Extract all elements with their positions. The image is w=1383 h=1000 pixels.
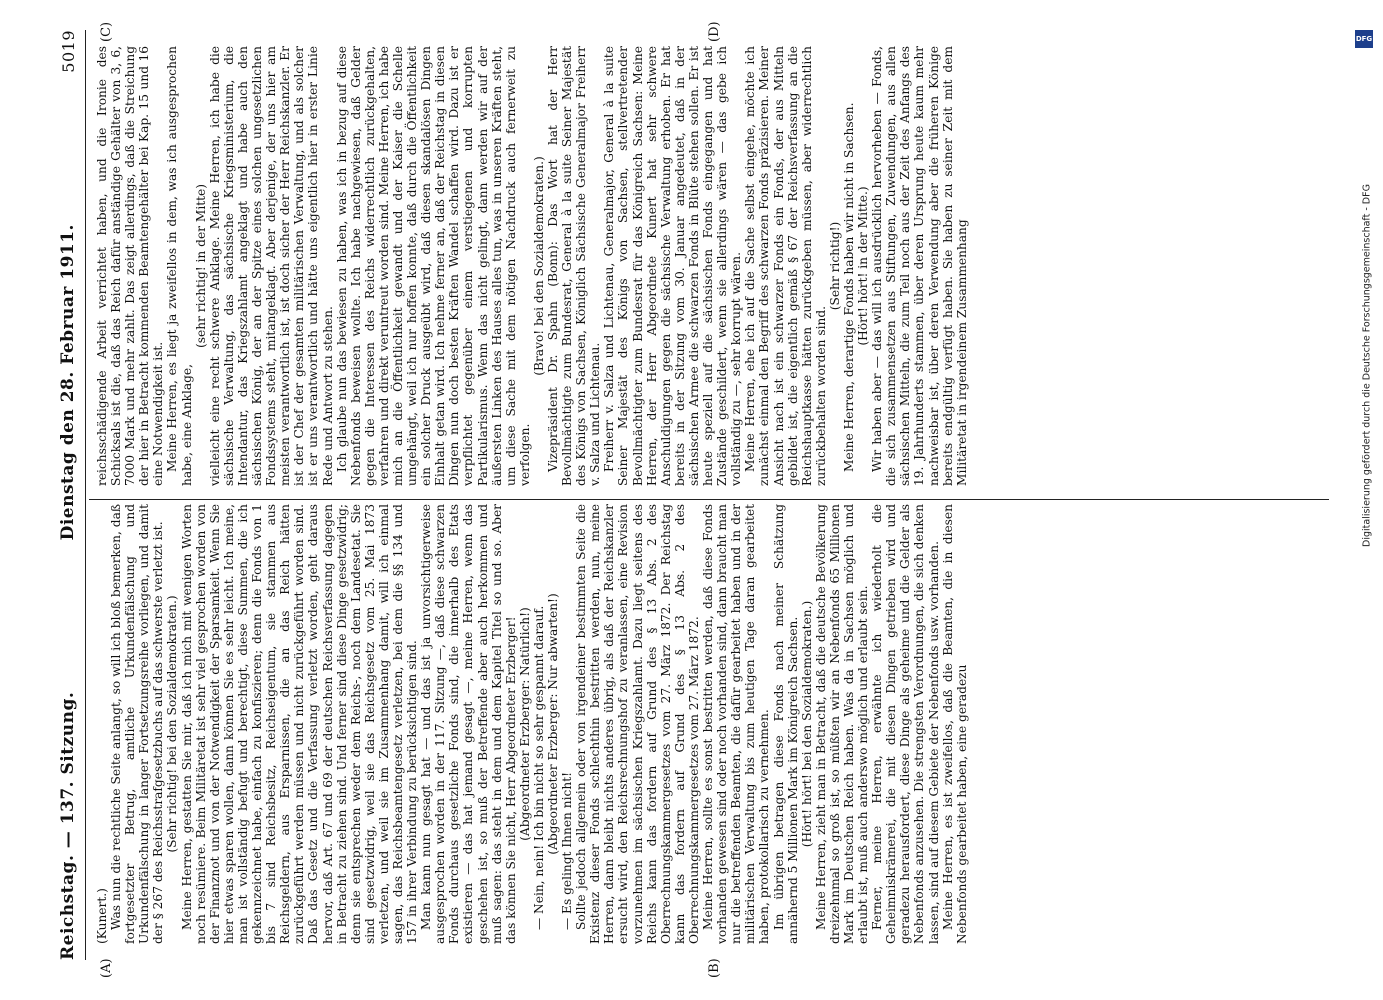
header-left: Reichstag. — 137. Sitzung. [58,691,78,960]
paragraph: Meine Herren, sollte es sonst bestritten werden, daß diese Fonds vorhanden gewesen sind oder noch vorhanden sind, dann braucht man nur die betreffenden Beamten, die dafür gearbeitet haben und in der militärischen Verwaltung bis zum heutigen Tage daran gearbeitet haben, protokollarisch zu vernehmen. [701,504,772,944]
paragraph: — Nein, nein! Ich bin nicht so sehr gespannt darauf. [531,605,546,930]
paragraph: Sollte jedoch allgemein oder von irgendeiner bestimmten Seite die Existenz dieser Fonds schlechthin bestritten werden, nun, meine Herren, dann bleibt nichts anderes übrig, als daß der Reichskanzler ersucht wird, den Reichsrechnungshof zu veranlassen, eine Revision vorzunehmen im sächsischen Kriegszahlamt. Dazu liegt seitens des Reichs kann das fordern auf Grund des § 13 Abs. 2 des Oberrechnungskammergesetzes vom 27. März 1872. Der Reichstag kann das fordern auf Grund des § 13 Abs. 2 des Oberrechnungskammergesetzes vom 27. März 1872. [574,504,701,944]
paragraph: vielleicht eine recht schwere Anklage. Meine Herren, ich habe die sächsische Verwaltung, das sächsische Kriegsministerium, die Intendantur, das Kriegszahlamt angeklagt und habe auch den sächsischen König, der an der Spitze eines solchen ungesetzlichen Fondssystems steht, mitangeklagt. Aber derjenige, der uns hier am meisten verantwortlich ist, ist doch sicher der Herr Reichskanzler. Er ist der Chef der gesamten militärischen Verwaltung, und als solcher ist er uns verantwortlich und hätte uns eigentlich hier in erster Linie Rede und Antwort zu stehen. [207,46,335,486]
page-header [53,30,83,960]
paragraph: reichsschädigende Arbeit verrichtet haben, und die Ironie des Schicksals ist die, daß das Reich dafür anständige Gehälter von 3, 6, 7000 Mark und mehr zahlt. Das zeigt allerdings, daß die Streichung der hier in Betracht kommenden Beamtengehälter bei Kap. 15 und 16 eine Notwendigkeit ist. [95,46,166,486]
paragraph: Ich glaube nun das bewiesen zu haben, was ich in bezug auf diese Nebenfonds beweisen wollte. Ich habe nachgewiesen, daß Gelder gegen die Interessen des Reichs widerrechtlich zurückgehalten, verfahren und direkt veruntreut worden sind. Meine Herren, ich habe mich an die Öffentlichkeit gewandt und der Kaiser die Schelle umgehängt, weil ich nur hoffen konnte, daß durch die Öffentlichkeit ein solcher Druck ausgeübt wird, daß diesen skandalösen Dingen Einhalt getan wird. Ich nehme ferner an, daß der Reichstag in diesen Dingen nun doch besten Kräften Wandel schaffen wird. Dazu ist er verpflichtet gegenüber einem verstiegenen und korrupten Partikularismus. Wenn das nicht gelingt, dann werden wir auf der äußersten Linken des Hauses alles tun, was in unseren Kräften steht, um diese Sache mit dem nötigen Nachdruck auch fernerweit zu verfolgen. [334,46,532,486]
paragraph: Freiherr v. Salza und Lichtenau, Generalmajor, General à la suite Seiner Majestät des Königs von Sachsen, stellvertretender Bevollmächtigter zum Bundesrat für das Königreich Sachsen: Meine Herren, der Herr Abgeordnete Kunert hat sehr schwere Anschuldigungen gegen die sächsische Verwaltung erhoben. Er hat bereits in der Sitzung vom 30. Januar angedeutet, daß in der sächsischen Armee die schwarzen Fonds in Blüte stehen sollen. Er ist heute speziell auf die sächsischen Fonds eingegangen und hat Zustände geschildert, wenn sie allerdings wären — das gebe ich vollständig zu —, sehr korrupt wären. [602,46,744,486]
paragraph: Was nun die rechtliche Seite anlangt, so will ich bloß bemerken, daß fortgesetzter Betrug, amtliche Urkundenfälschung und Urkundenfälschung in langer Fortsetzungsreihe vorliegen, und damit der § 267 des Reichsstrafgesetzbuchs auf das schwerste verletzt ist. [109,504,166,944]
paragraph: Im übrigen betragen diese Fonds nach meiner Schätzung annähernd 5 Millionen Mark im Königreich Sachsen. [771,504,800,944]
interjection: (Bravo! bei den Sozialdemokraten.) [531,156,546,376]
header-center: Dienstag den 28. Februar 1911. [58,224,78,541]
paragraph: Meine Herren, es ist zweifellos, daß die Beamten, die in diesen Nebenfonds gearbeitet haben, eine geradezu [940,504,969,944]
paragraph: Ferner, meine Herren, erwähnte ich wiederholt die Geheimniskrämerei, die mit diesen Dingen getrieben wird und geradezu herausfordert, diese Dinge als geheime und die Gelder als Nebenfonds anzusehen. Die strengsten Verordnungen, die sich denken lassen, sind auf diesem Gebiete der Nebenfonds usw. vorhanden. [870,504,941,944]
paragraph: Meine Herren, gestatten Sie mir, daß ich mich mit wenigen Worten noch resümiere. Beim Militäretat ist sehr viel gesprochen worden von der Finanznot und von der Notwendigkeit der Sparsamkeit. Wenn Sie hier etwas sparen wollen, dann können Sie es sehr leicht. Ich meine, man ist vollständig befugt und berechtigt, diese Summen, die ich gekennzeichnet habe, einfach zu konfiszieren; denn die Fonds von 1 bis 7 sind Reichsbesitz, Reichseigentum, sie stammen aus Reichsgeldern, aus Ersparnissen, die an das Reich hätten zurückgeführt werden müssen und nicht zurückgeführt worden sind. Daß das Gesetz und die Verfassung verletzt worden, geht daraus hervor, daß Art. 67 und 69 der deutschen Reichsverfassung dagegen in Betracht zu ziehen sind. Und ferner sind diese Dinge gesetzwidrig; denn sie entsprechen weder dem Reichs-, noch dem Landesetat. Sie sind gesetzwidrig, weil sie das Reichsgesetz vom 25. Mai 1873 verletzen, und weil sie im Zusammenhang damit, will ich einmal sagen, das Reichsbeamtengesetz verletzen, bei dem die §§ 134 und 157 in ihrer Verbindung zu berücksichtigen sind. [179,504,420,944]
interjection: (Hört! hört! in der Mitte.) [856,186,871,346]
marker-d: (D) [707,21,722,42]
interjection: (sehr richtig! in der Mitte) [193,184,208,349]
paragraph: — Es gelingt Ihnen nicht! [560,772,575,930]
paragraph: Vizepräsident Dr. Spahn (Bonn): Das Wort hat der Herr Bevollmächtigte zum Bundesrat, General à la suite Seiner Majestät des Königs von Sachsen, Königlich Sächsische Generalmajor Freiherr v. Salza und Lichtenau. [546,46,603,486]
paragraph: Wir haben aber — das will ich ausdrücklich hervorheben — Fonds, die sich zusammensetzen aus Stiftungen, Zuwendungen, aus allen sächsischen Mitteln, die zum Teil noch aus der Zeit des Anfangs des 19. Jahrhunderts stammen, über deren Ursprung heute kaum mehr nachweisbar ist, über deren Verwendung aber die früheren Könige bereits endgültig verfügt haben. Sie haben zu seiner Zeit mit dem Militäretat in irgendeinem Zusammenhang [870,46,969,486]
left-column [95,504,1332,944]
interjection: (Abgeordneter Erzberger: Nur abwarten!) [546,593,560,855]
paragraph: (Kunert.) [95,888,109,944]
dfg-logo: DFG [1355,30,1373,48]
interjection: (Sehr richtig!) [827,221,842,311]
paragraph: Meine Herren, ehe ich auf die Sache selbst eingehe, möchte ich zunächst einmal den Begriff des schwarzen Fonds präzisieren. Meiner Ansicht nach ist ein schwarzer Fonds ein Fonds, der aus Mitteln gebildet ist, die eigentlich gemäß § 67 der Reichsverfassung an die Reichshauptkasse hätten zurückgeben müssen, aber widerrechtlich zurückbehalten worden sind. [743,46,828,486]
paragraph: Meine Herren, zieht man in Betracht, daß die deutsche Bevölkerung dreizehnmal so groß ist, so müßten wir an Nebenfonds 65 Millionen Mark im Deutschen Reich haben. Was da in Sachsen möglich und erlaubt ist, muß auch anderswo möglich und erlaubt sein. [813,504,871,944]
paragraph: Meine Herren, es liegt ja zweifellos in dem, was ich ausgesprochen habe, eine Anklage, [165,46,194,486]
interjection: (Hört! hört! bei den Sozialdemokraten.) [799,600,814,848]
marker-a: (A) [99,958,114,978]
marker-b: (B) [707,958,722,978]
paragraph: Man kann nun gesagt hat — und das ist ja unvorsichtigerweise ausgesprochen worden in der 117. Sitzung —, daß diese schwarzen Fonds durchaus gesetzliche Fonds sind, die innerhalb des Etats existieren — das hat jemand gesagt —, meine Herren, wenn das geschehen ist, so muß der Betreffende aber auch herkommen und muß sagen: das steht in dem und dem Kapitel Titel so und so. Aber das können Sie nicht, Herr Abgeordneter Erzberger! [419,504,518,944]
page-number: 5019 [58,30,78,73]
column-divider [89,499,1329,500]
sidebar-credit [1355,30,1375,670]
right-column [95,46,1332,486]
digitization-credit: Digitalisierung gefördert durch die Deutsche Forschungsgemeinschaft - DFG [1361,184,1373,547]
interjection: (Abgeordneter Erzberger: Natürlich!) [517,607,532,841]
interjection: (Sehr richtig! bei den Sozialdemokraten.) [165,595,180,853]
paragraph: Meine Herren, derartige Fonds haben wir nicht in Sachsen. [841,102,856,472]
rotated-newspaper-page [47,20,1347,980]
header-rule [85,30,86,960]
marker-c: (C) [99,21,114,42]
